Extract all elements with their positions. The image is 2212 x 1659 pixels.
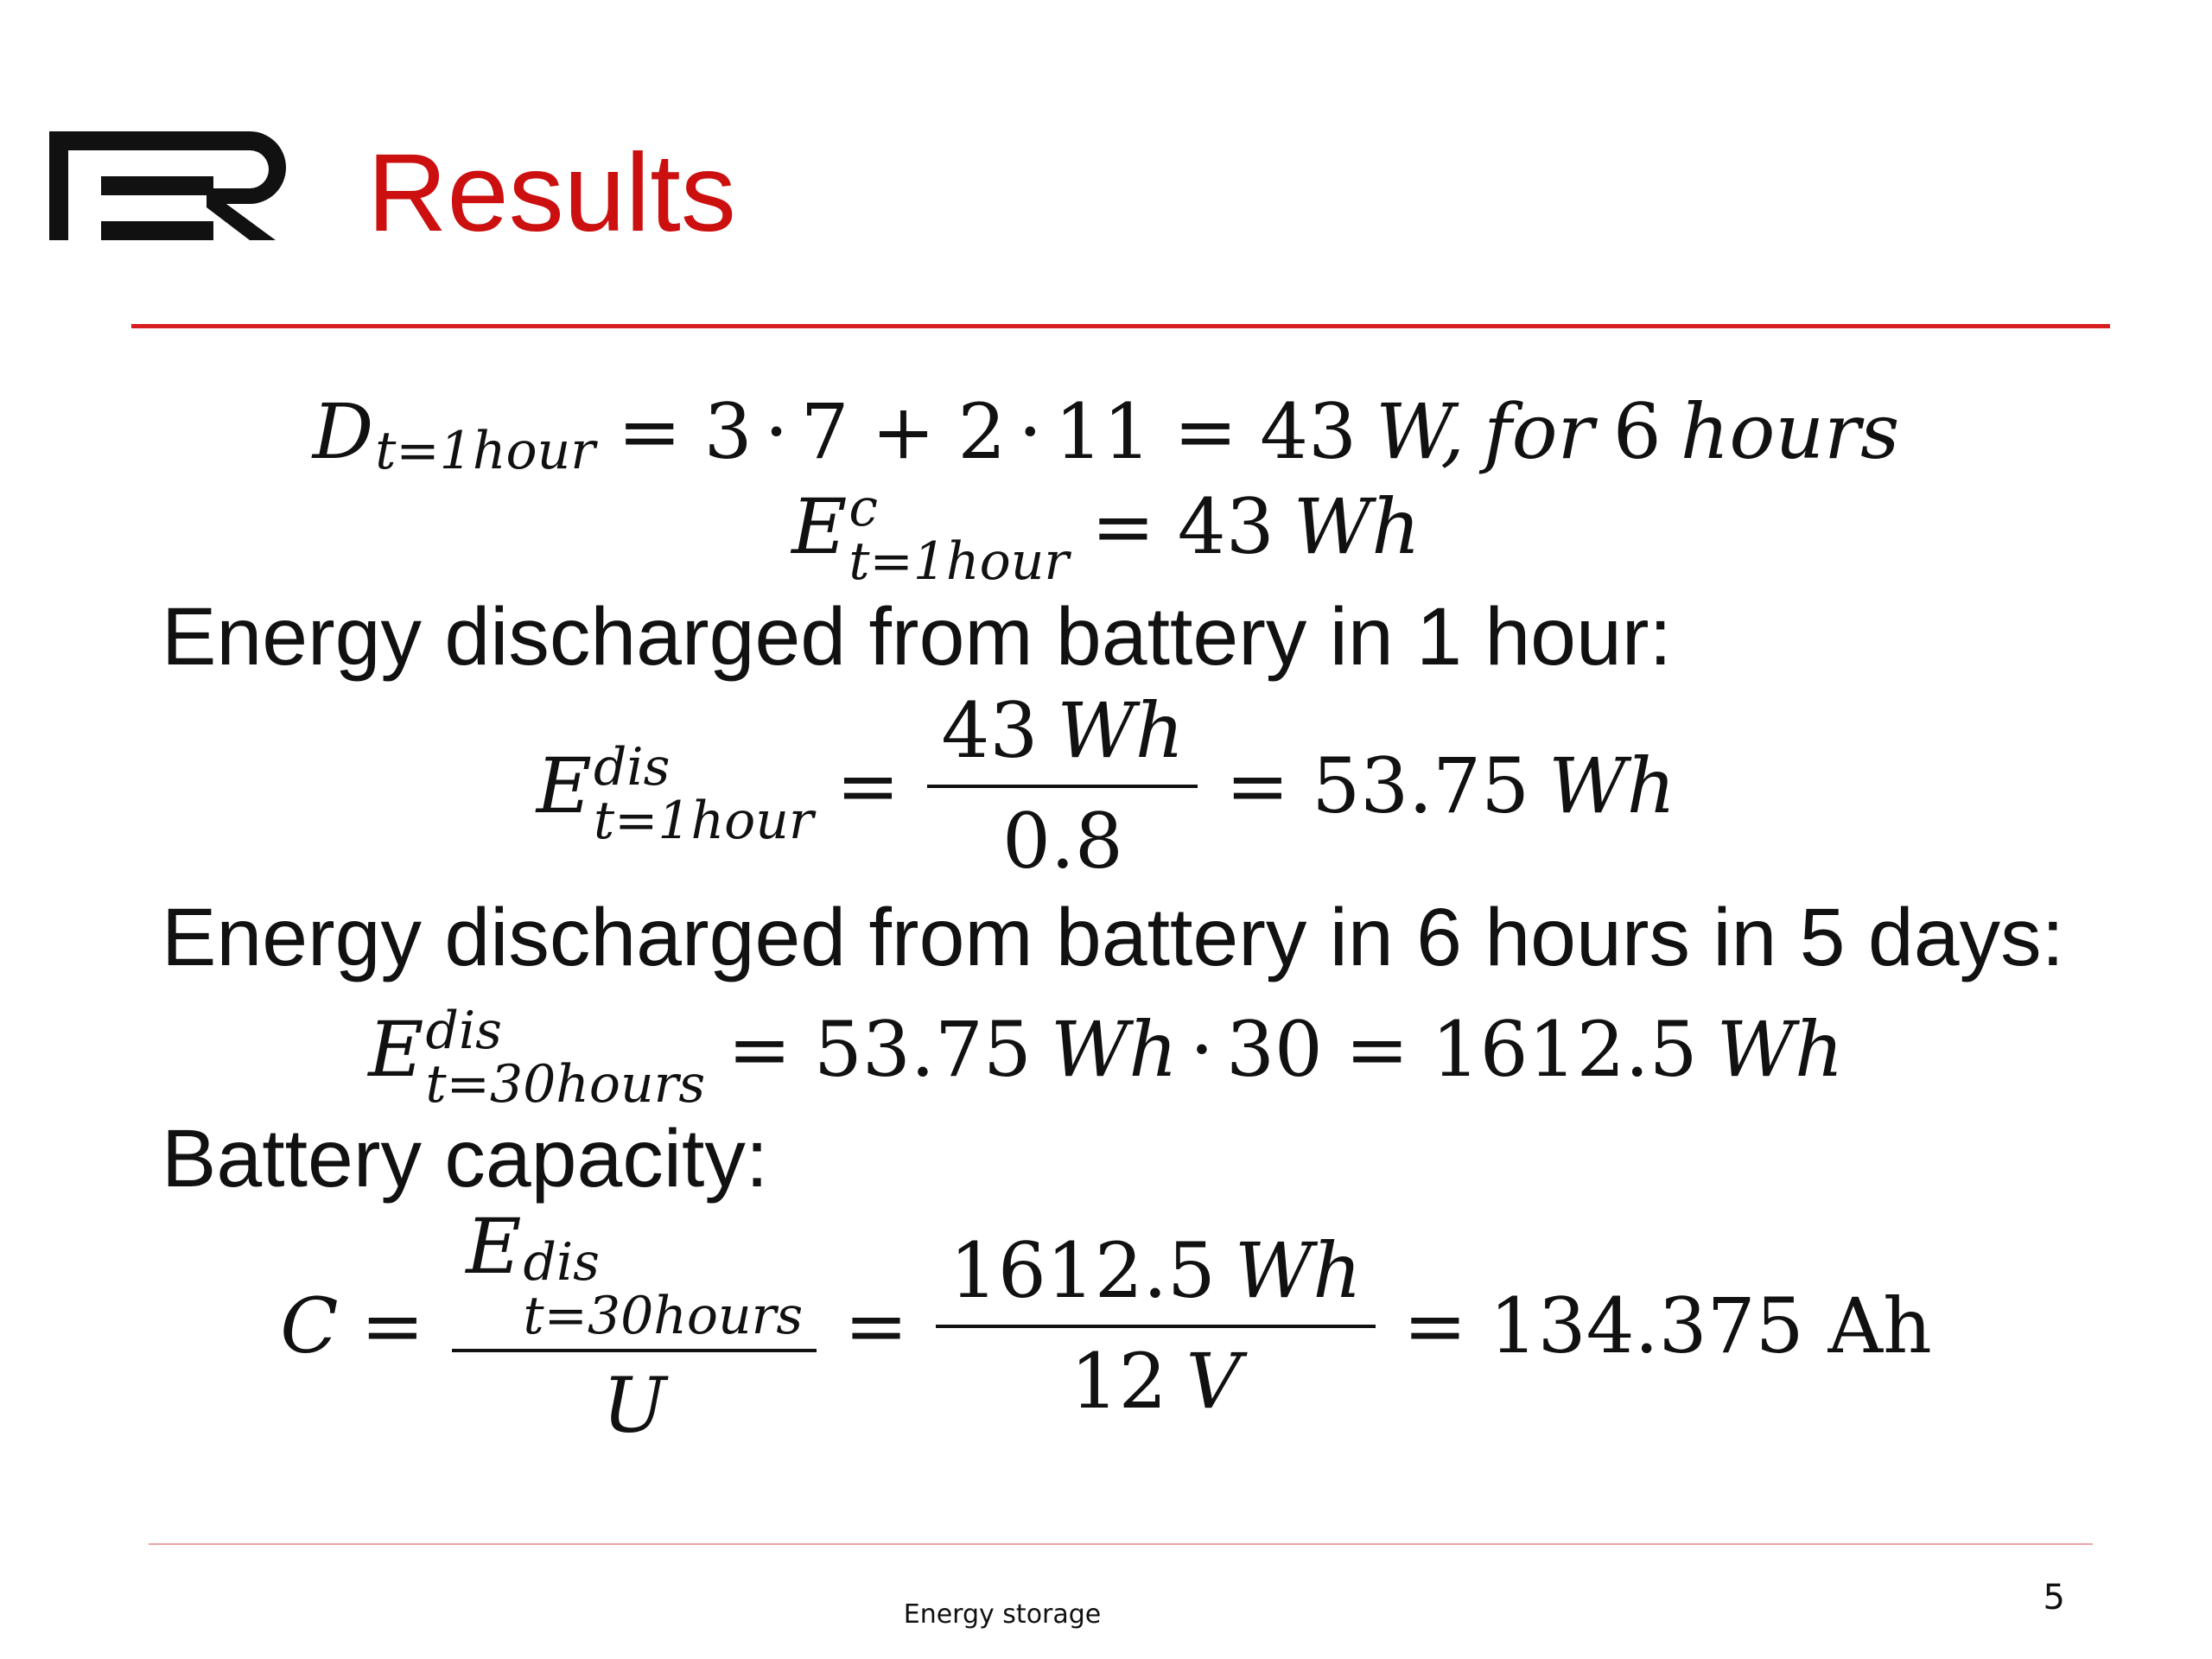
eq4-b: 30 — [1225, 1005, 1323, 1094]
equation-demand: D t=1hour = 3 · 7 + 2 · 11 = 43 W, for 6 hours — [312, 387, 1900, 481]
eq5-f2-num: 1612.5 — [949, 1226, 1216, 1315]
footer-divider — [149, 1543, 2093, 1545]
eq2-lhs-sup: c — [849, 478, 878, 538]
eq1-t1a: 3 — [703, 387, 753, 476]
eq3-num-unit: Wh — [1057, 686, 1185, 775]
footer-text: Energy storage — [903, 1599, 1102, 1630]
eq1-t2b: 11 — [1054, 387, 1152, 476]
eq1-note-for: for — [1484, 387, 1594, 476]
eq5-f1-num-sub: t=30hours — [523, 1286, 804, 1346]
eq3-lhs-sub: t=1hour — [593, 791, 814, 851]
eq4-lhs-sub: t=30hours — [425, 1054, 706, 1115]
page-number: 5 — [2043, 1578, 2065, 1618]
equation-capacity: C = E dis t=30hours U = $\frac{1612.5 Wh}{12 V}$ = 134.375 Ah — [280, 1202, 1932, 1450]
eq1-lhs: D — [312, 387, 374, 476]
eq2-result: 43 — [1177, 482, 1274, 571]
eq5-f2-num-unit: Wh — [1234, 1226, 1362, 1315]
eq5-f2-den-unit: V — [1185, 1337, 1242, 1426]
title-divider — [131, 324, 2110, 328]
eq4-lhs-sup: dis — [425, 1001, 502, 1061]
eq4-unit: Wh — [1716, 1005, 1844, 1094]
eq1-result: 43 — [1260, 387, 1357, 476]
eq1-unit: W, — [1376, 387, 1465, 476]
eq2-lhs: E — [791, 482, 848, 571]
eq1-t1b: 7 — [800, 387, 849, 476]
eq1-note-hours: hours — [1680, 387, 1900, 476]
eq5-result: 134.375 Ah — [1489, 1281, 1932, 1370]
slide-title: Results — [367, 131, 736, 255]
eq4-a: 53.75 — [813, 1005, 1032, 1094]
eq3-num: 43 — [941, 686, 1039, 775]
eq4-result: 1612.5 — [1431, 1005, 1698, 1094]
fer-logo-icon — [49, 131, 300, 240]
eq1-t2a: 2 — [957, 387, 1007, 476]
heading-battery-capacity: Battery capacity: — [162, 1113, 769, 1205]
eq4-lhs: E — [368, 1005, 424, 1094]
eq5-f2-den: 12 — [1070, 1337, 1167, 1426]
eq5-f1-num-sup: dis — [523, 1232, 600, 1293]
eq3-fraction — [927, 686, 1198, 886]
eq5-fraction-1 — [452, 1202, 817, 1450]
eq3-unit: Wh — [1548, 741, 1676, 830]
eq4-a-unit: Wh — [1050, 1005, 1178, 1094]
eq5-f1-num: E — [466, 1202, 522, 1291]
eq3-result: 53.75 — [1312, 741, 1530, 830]
heading-discharged-5days: Energy discharged from battery in 6 hours in 5 days: — [162, 892, 2064, 983]
eq1-note-num: 6 — [1612, 387, 1662, 476]
eq1-lhs-sub: t=1hour — [375, 421, 595, 481]
eq5-lhs: C — [280, 1281, 339, 1370]
eq3-lhs-sup: dis — [593, 737, 671, 798]
eq2-unit: Wh — [1293, 482, 1421, 571]
eq5-f1-den: U — [602, 1361, 667, 1450]
eq3-den: 0.8 — [1001, 797, 1123, 886]
eq2-lhs-sub: t=1hour — [849, 531, 1070, 592]
eq5-fraction-2 — [936, 1226, 1376, 1426]
equation-discharge-1h: E dis t=1hour = $\frac{43 Wh}{0.8}$ = 53.75 Wh — [536, 686, 1676, 886]
heading-discharged-1h: Energy discharged from battery in 1 hour: — [162, 591, 1672, 683]
eq3-lhs: E — [536, 741, 592, 830]
equation-discharge-30h: E dis t=30hours = 53.75 Wh · 30 = 1612.5 Wh — [368, 1001, 1844, 1115]
equation-energy-consumed: E c t=1hour = 43 Wh — [791, 478, 1421, 592]
